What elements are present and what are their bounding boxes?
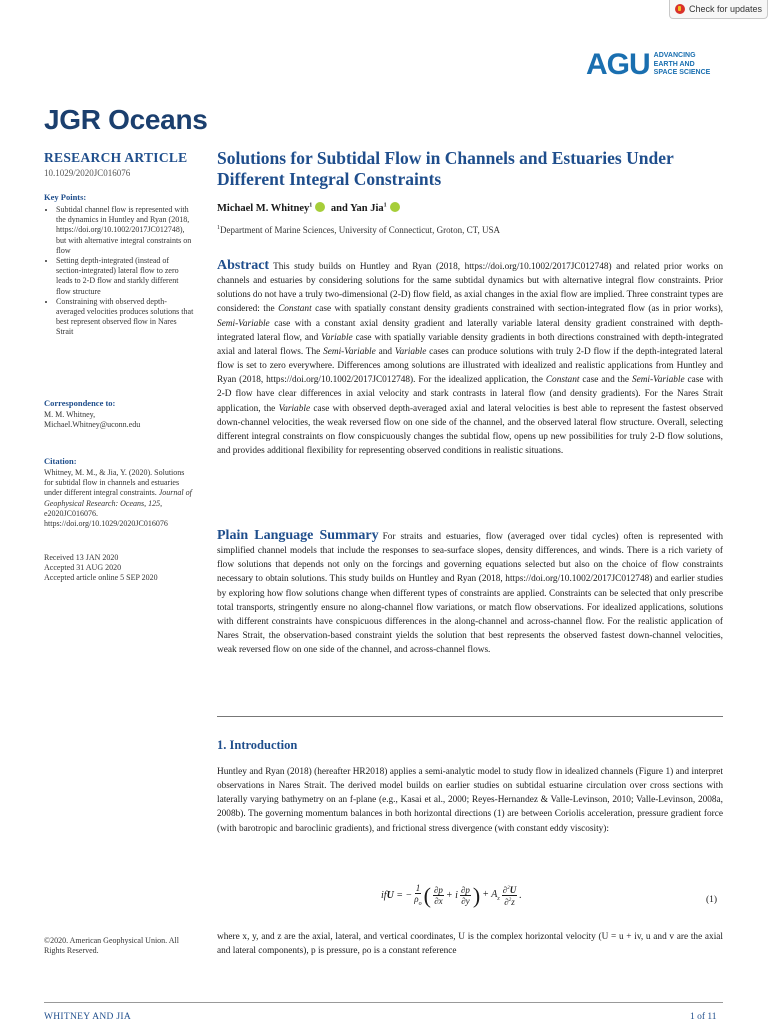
correspondence-email[interactable]: Michael.Whitney@uconn.edu (44, 420, 141, 430)
correspondence (44, 398, 194, 430)
orcid-icon[interactable] (390, 202, 400, 212)
footer-divider (44, 1002, 723, 1003)
key-points-list (44, 205, 194, 338)
journal-name: JGR Oceans (44, 104, 208, 135)
abstract: Abstract This study builds on Huntley and Ryan (2018, https://doi.org/10.1002/2017JC012748) and related prior works on channels and estuaries by considering solutions for the same subtidal dynamics but with alternative integral flow constraints. Prior solutions do not have a truly two-dimensional (2-D) flow field, as axial changes in the axial flow are implied. Three constraint types are considered: the Constant case with spatially constant density gradients constrained with section-integrated flow (as in prior works), Semi-Variable case with a constant axial density gradient and laterally variable lateral density gradient constrained with depth-integrated lateral flow, and Variable case with spatially variable density gradients in both directions constrained with depth-integrated axial and lateral flows. The Semi-Variable and Variable cases can produce solutions with truly 2-D flow if the depth-integrated lateral flow is set to zero everywhere. Differences among solutions are illustrated with idealized and realistic applications from Huntley and Ryan (2018, https://doi.org/10.1002/2017JC012748). For the idealized application, the Constant case and the Semi-Variable case with 2-D flow have clear differences in axial velocity and stark contrasts in lateral flow (and density gradients). For the Nares Strait application, the Variable case with observed depth-averaged axial and lateral velocities is best able to represent the fastest observed down-channel velocities, the weak reversed flow on one side of the channel, and the observed lateral flow structure. Overall, selecting different integral constraints on flow conspicuously changes the subtidal flow, opens up new possibilities for truly 2-D flow solutions, and provides additional flexibility for representing observed conditions in realistic situations. (217, 258, 724, 457)
equation-number: (1) (706, 895, 718, 905)
abstract-heading: Abstract (217, 258, 270, 273)
update-icon (675, 4, 685, 14)
article-type: RESEARCH ARTICLE (44, 150, 188, 165)
author-name: Yan Jia (350, 203, 384, 214)
agu-logo-text: AGU (586, 48, 650, 81)
check-for-updates-button[interactable] (669, 0, 768, 19)
article-title: Solutions for Subtidal Flow in Channels and Estuaries Under Different Integral Constraints (217, 148, 674, 189)
key-point: • Setting depth-integrated (instead of section-integrated) lateral flow to zero leads to 2-D flow and starkly different flow structure (56, 256, 194, 297)
key-point: • Constraining with observed depth-averaged velocities produces solutions that best represent observed flow in Nares Strait (56, 297, 194, 338)
citation-heading: Citation: (44, 456, 77, 466)
check-for-updates-label: Check for updates (689, 4, 763, 14)
equation-1: ifU = − $\frac{1}{\rho_o}$ ( $\frac{\partial p}{\partial x}$ + i $\frac{\partial p}{\partial y}$ ) + $A_z$ $\frac{\partial^2U}{\partial^2z}$ . (381, 882, 522, 908)
page-number: 1 of 11 (690, 1012, 717, 1022)
agu-tagline: ADVANCING EARTH AND SPACE SCIENCE (653, 52, 711, 77)
left-sidebar (44, 150, 194, 338)
introduction-paragraph-continued: where x, y, and z are the axial, lateral, and vertical coordinates, U is the complex horizontal velocity (U = u + iv, u and v are the axial and lateral components), p is pressure, ρo is a constant reference (217, 932, 723, 957)
authors: Michael M. Whitney$^1$ and Yan Jia$^1$ (217, 202, 403, 214)
online-date: Accepted article online 5 SEP 2020 (44, 573, 158, 583)
orcid-icon[interactable] (315, 202, 325, 212)
article-doi[interactable]: 10.1029/2020JC016076 (44, 168, 131, 178)
copyright: ©2020. American Geophysical Union. All Rights Reserved. (44, 936, 179, 956)
affiliation: $^1$Department of Marine Sciences, University of Connecticut, Groton, CT, USA (217, 225, 501, 235)
introduction-paragraph: Huntley and Ryan (2018) (hereafter HR2018) applies a semi-analytic model to study flow in idealized channels (Figure 1) and interpret observations in Nares Strait. The derived model builds on earlier studies on subtidal estuarine circulation over cross sections with laterally varying bathymetry on an f-plane (e.g., Kasai et al., 2000; Reyes-Hernandez & Valle-Levinson, 2010; Valle-Levinson, 2008a, 2008b). The governing momentum balances in both horizontal directions (1) are between Coriolis acceleration, pressure gradient force (with barotropic and baroclinic gradients), and frictional stress divergence (with constant eddy viscosity): (217, 767, 723, 834)
section-divider (217, 716, 723, 717)
correspondence-heading: Correspondence to: (44, 398, 116, 408)
citation (44, 456, 194, 529)
article-dates (44, 553, 194, 584)
running-footer-authors: WHITNEY AND JIA (44, 1012, 131, 1022)
plain-language-summary: Plain Language Summary For straits and estuaries, flow (averaged over tidal cycles) often is represented with simplified channel models that include the responses to sea-surface slopes, density differences, and winds. There is a rich variety of flow solutions that depends not only on the forcings and governing equations selected but also on the choice of flow constraints necessary to obtain solutions. This study builds on Huntley and Ryan (2018, https://doi.org/10.1002/2017JC012748) and earlier studies by exploring how flow solutions change when different types of constraints are applied. Constraints can be selected that only prescribe total transports, stringently ensure no along-channel flow variations, or match flow observations. For idealized applications, solutions with different constraints have conspicuous differences in the along-channel and across-channel flow. For the realistic application of Nares Strait, the observation-based constraint yields the solution that best represents the observed fastest down-channel velocities, weak reversed flow on one side of the channel, and across-channel flows. (217, 528, 723, 656)
key-point: • Subtidal channel flow is represented with the dynamics in Huntley and Ryan (2018, https://doi.org/10.1002/2017JC012748), but with alternative integral constraints on flow (56, 205, 194, 256)
plain-language-heading: Plain Language Summary (217, 528, 379, 543)
author-name: Michael M. Whitney (217, 203, 310, 214)
correspondence-name: M. M. Whitney, (44, 410, 96, 419)
introduction-heading: 1. Introduction (217, 738, 298, 752)
received-date: Received 13 JAN 2020 (44, 553, 119, 562)
citation-text: Whitney, M. M., & Jia, Y. (2020). Solutions for subtidal flow in channels and estuaries under different integral constraints. Journal of Geophysical Research: Oceans, 125, e2020JC016076. https://doi.org/10.1029/2020JC016076 (44, 468, 192, 529)
accepted-date: Accepted 31 AUG 2020 (44, 563, 122, 573)
agu-logo (586, 48, 710, 82)
key-points-heading: Key Points: (44, 192, 87, 202)
